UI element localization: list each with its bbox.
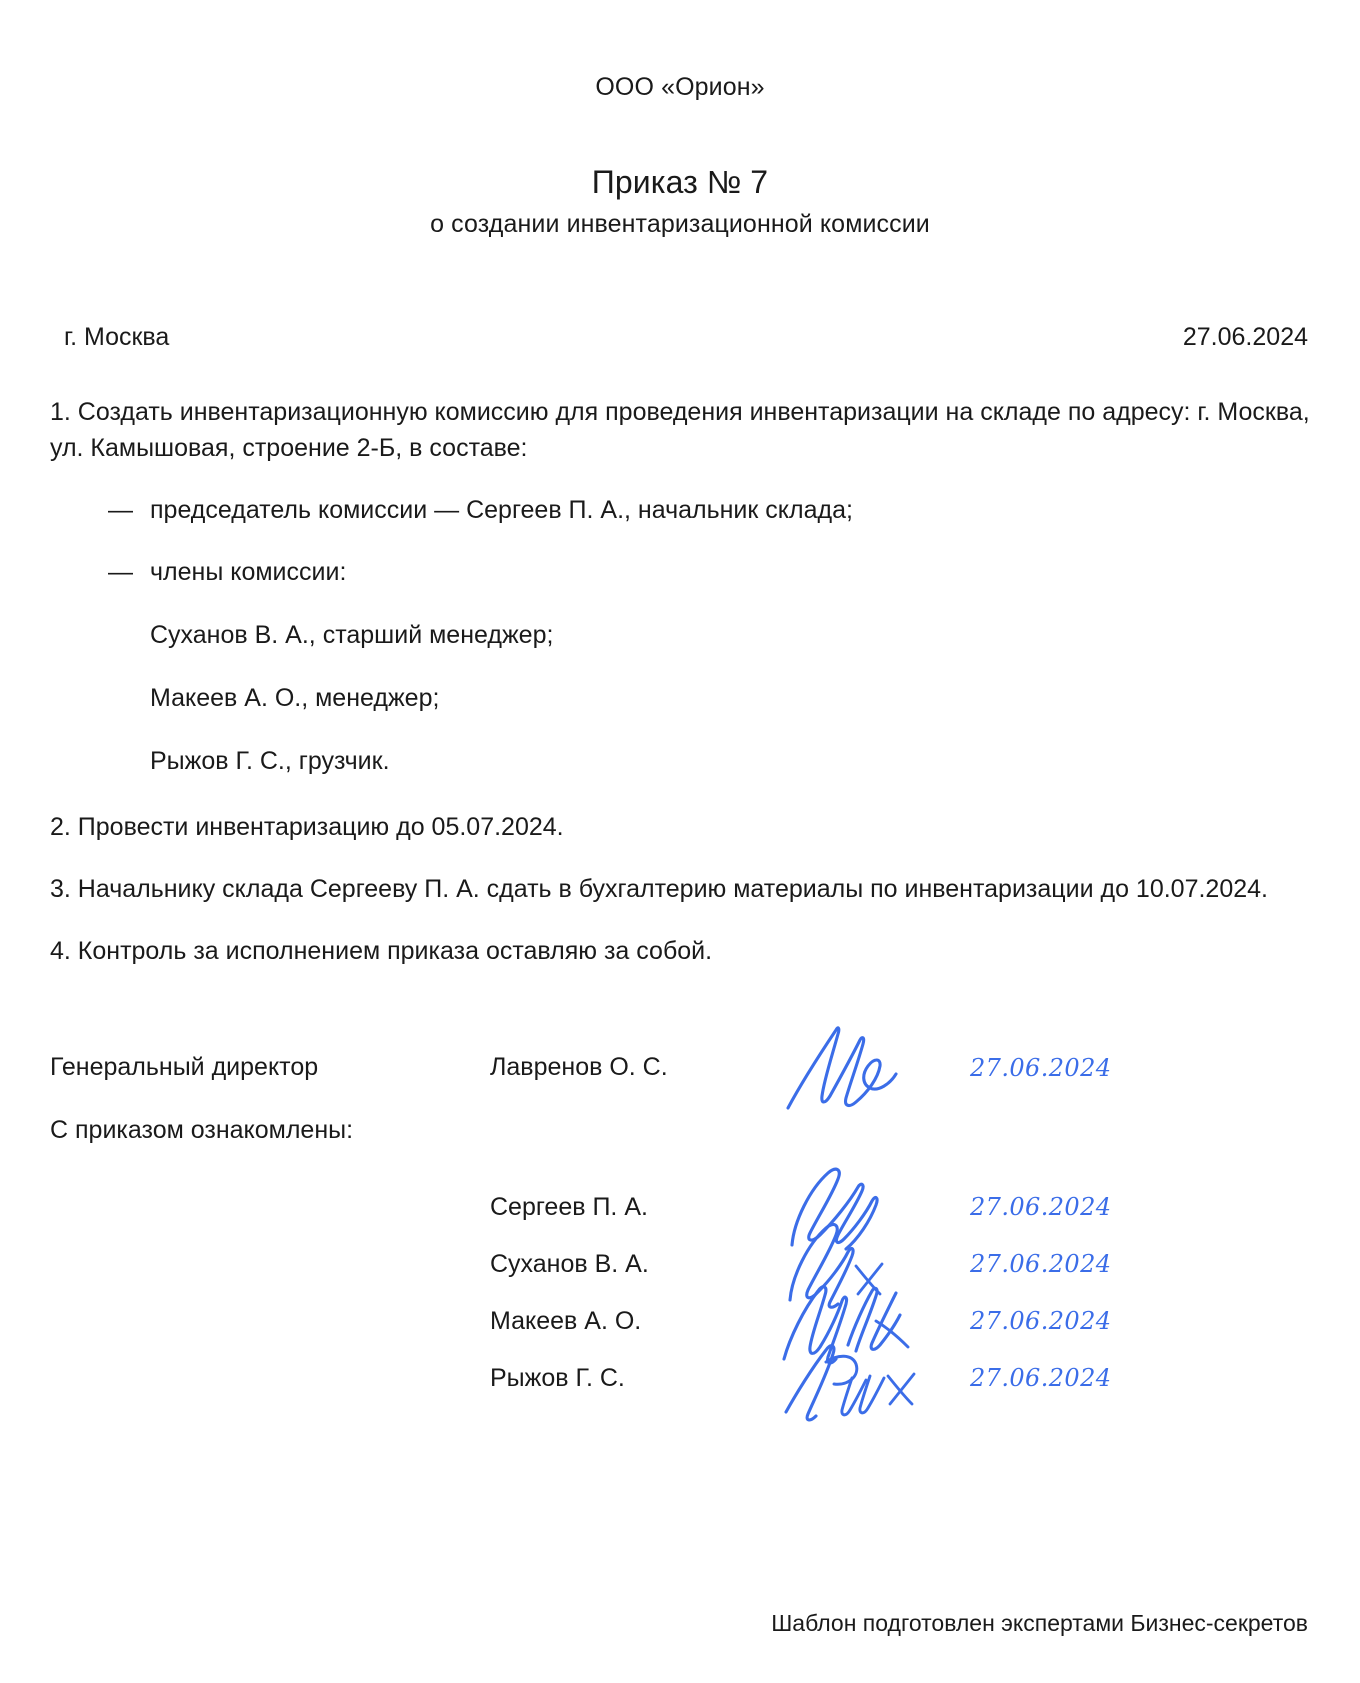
dash-marker-icon: — [108, 558, 133, 587]
signature-row [50, 1179, 1310, 1236]
signer-name: Макеев А. О. [490, 1306, 642, 1335]
sign-date: 27.06.2024 [970, 1250, 1112, 1278]
director-role: Генеральный директор [50, 1053, 319, 1081]
document-subtitle: о создании инвентаризационной комиссии [430, 210, 930, 238]
document-date: 27.06.2024 [1182, 323, 1308, 351]
list-item-chairman [50, 493, 1310, 529]
signature-row [50, 1350, 1310, 1407]
organization-name: ООО «Орион» [595, 73, 765, 101]
document-body [50, 352, 1310, 970]
acknowledgement-label: С приказом ознакомлены: [50, 1115, 354, 1144]
list-item: Макеев А. О., менеджер; [150, 683, 440, 712]
signature-row [50, 1293, 1310, 1350]
signature-row [50, 1236, 1310, 1293]
clause-2: 2. Провести инвентаризацию до 05.07.2024. [50, 813, 564, 842]
document-meta-row [50, 239, 1310, 352]
signer-name: Рыжов Г. С. [490, 1363, 625, 1392]
chairman-text: председатель комиссии — Сергеев П. А., начальник склада; [150, 495, 853, 524]
signer-name: Сергеев П. А. [490, 1192, 648, 1221]
sign-date: 27.06.2024 [970, 1307, 1112, 1335]
signer-name: Суханов В. А. [490, 1249, 649, 1278]
clause-3: 3. Начальнику склада Сергееву П. А. сдать в бухгалтерию материалы по инвентаризации до 10.07.2024. [50, 875, 1268, 903]
director-name: Лавренов О. С. [490, 1053, 668, 1081]
director-sign-date: 27.06.2024 [970, 1053, 1112, 1082]
list-item-members-label [50, 555, 1310, 591]
clause-4: 4. Контроль за исполнением приказа оставляю за собой. [50, 936, 713, 965]
signature-block [50, 970, 1310, 1407]
sign-date: 27.06.2024 [970, 1364, 1112, 1392]
signature-director [780, 1040, 970, 1096]
sign-date: 27.06.2024 [970, 1193, 1112, 1221]
members-label-text: члены комиссии: [150, 558, 347, 587]
dash-marker-icon: — [108, 495, 133, 524]
signature-row-director [50, 1040, 1310, 1096]
signature-ryzhov [780, 1350, 970, 1406]
clause-1: 1. Создать инвентаризационную комиссию для проведения инвентаризации на складе по адресу: г. Москва, ул. Камышовая, строение 2-Б, в составе: [50, 398, 1310, 462]
footer-note: Шаблон подготовлен экспертами Бизнес-секретов [771, 1610, 1308, 1636]
document-title: Приказ № 7 [591, 164, 769, 200]
list-item: Рыжов Г. С., грузчик. [150, 746, 390, 775]
acknowledgement-rows [50, 1145, 1310, 1407]
list-item: Суханов В. А., старший менеджер; [150, 621, 554, 649]
city-label: г. Москва [64, 323, 170, 351]
